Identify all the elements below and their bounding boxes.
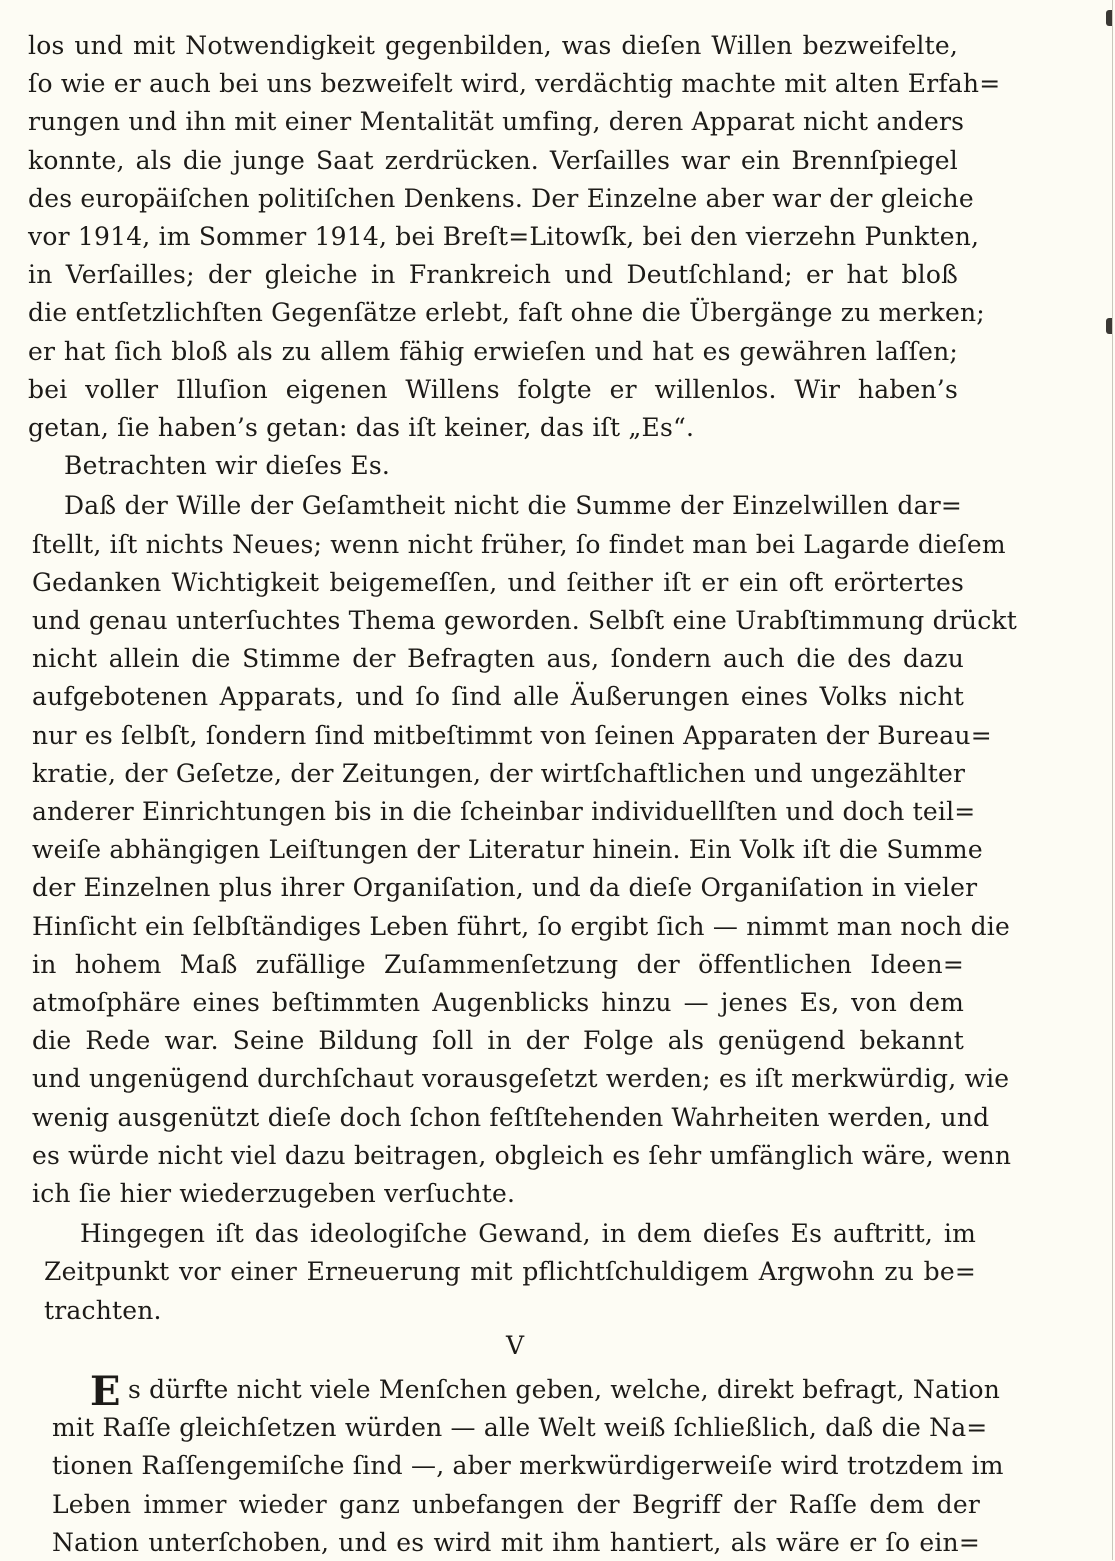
text-line: und ungenügend durchſchaut vorausgeſetzt werden; es iſt merkwürdig, wie	[32, 1064, 1010, 1094]
text-line: in Verſailles; der gleiche in Frankreich und Deutſchland; er hat bloß	[28, 260, 958, 290]
page-edge-shadow	[1112, 0, 1113, 1560]
edge-blemish	[1106, 318, 1112, 334]
text-line: die entſetzlichſten Gegenſätze erlebt, faſt ohne die Übergänge zu merken;	[28, 298, 985, 328]
text-line: des europäiſchen politiſchen Denkens. Der Einzelne aber war der gleiche	[28, 183, 974, 213]
text-line: ſtellt, iſt nichts Neues; wenn nicht früher, ſo findet man bei Lagarde dieſem	[32, 529, 1006, 559]
text-line: mit Raſſe gleichſetzen würden — alle Welt weiß ſchließlich, daß die Na=	[52, 1413, 988, 1443]
text-line: s dürfte nicht viele Menſchen geben, welche, direkt befragt, Nation	[128, 1375, 1001, 1404]
drop-cap: E	[90, 1368, 121, 1415]
text-line: Daß der Wille der Geſamtheit nicht die Summe der Einzelwillen dar=	[64, 491, 962, 521]
text-line: vor 1914, im Sommer 1914, bei Breſt=Litowſk, bei den vierzehn Punkten,	[28, 222, 980, 251]
text-line: Hingegen iſt das ideologiſche Gewand, in dem dieſes Es auftritt, im	[80, 1219, 976, 1249]
edge-blemish	[1106, 10, 1112, 26]
text-line: los und mit Notwendigkeit gegenbilden, was dieſen Willen bezweifelte,	[28, 31, 958, 60]
text-line: Zeitpunkt vor einer Erneuerung mit pflichtſchuldigem Argwohn zu be=	[44, 1257, 976, 1287]
text-line: tionen Raſſengemiſche ſind —, aber merkwürdigerweiſe wird trotzdem im	[52, 1451, 1004, 1481]
text-line: nur es ſelbſt, ſondern ſind mitbeſtimmt von ſeinen Apparaten der Bureau=	[32, 720, 992, 750]
text-line: trachten.	[44, 1295, 162, 1325]
text-line: es würde nicht viel dazu beitragen, obgleich es ſehr umfänglich wäre, wenn	[32, 1140, 1012, 1170]
text-line: der Einzelnen plus ihrer Organiſation, und da dieſe Organiſation in vieler	[32, 873, 978, 903]
text-line: nicht allein die Stimme der Befragten aus, ſondern auch die des dazu	[32, 644, 964, 674]
text-line: kratie, der Geſetze, der Zeitungen, der wirtſchaftlichen und ungezählter	[32, 758, 966, 788]
text-line: in hohem Maß zufällige Zuſammenſetzung der öffentlichen Ideen=	[32, 949, 964, 979]
text-line: getan, ſie haben’s getan: das iſt keiner, das iſt „Es“.	[28, 413, 695, 442]
text-line: Leben immer wieder ganz unbefangen der Begriff der Raſſe dem der	[52, 1489, 980, 1519]
text-line: ſo wie er auch bei uns bezweifelt wird, verdächtig machte mit alten Erfah=	[28, 69, 1001, 99]
section-heading: V	[505, 1331, 525, 1360]
text-line: aufgebotenen Apparats, und ſo ſind alle Äußerungen eines Volks nicht	[32, 682, 964, 712]
text-line: konnte, als die junge Saat zerdrücken. Verſailles war ein Brennſpiegel	[28, 145, 958, 175]
text-line: rungen und ihn mit einer Mentalität umfing, deren Apparat nicht anders	[28, 107, 965, 137]
text-line: Nation unterſchoben, und es wird mit ihm hantiert, als wäre er ſo ein=	[52, 1527, 980, 1557]
text-line: wenig ausgenützt dieſe doch ſchon feſtſtehenden Wahrheiten werden, und	[32, 1102, 990, 1132]
text-line: Hinſicht ein ſelbſtändiges Leben führt, ſo ergibt ſich — nimmt man noch die	[32, 911, 1010, 941]
text-line: anderer Einrichtungen bis in die ſcheinbar individuellſten und doch teil=	[32, 797, 976, 826]
text-line: atmoſphäre eines beſtimmten Augenblicks hinzu — jenes Es, von dem	[32, 988, 964, 1017]
text-line: die Rede war. Seine Bildung ſoll in der Folge als genügend bekannt	[32, 1026, 964, 1056]
text-line: ich ſie hier wiederzugeben verſuchte.	[32, 1179, 516, 1208]
text-line: Betrachten wir dieſes Es.	[64, 451, 390, 481]
text-line: Gedanken Wichtigkeit beigemeſſen, und ſeither iſt er ein oft erörtertes	[32, 567, 964, 597]
text-line: und genau unterſuchtes Thema geworden. Selbſt eine Urabſtimmung drückt	[32, 606, 1018, 635]
text-line: weiſe abhängigen Leiſtungen der Literatur hinein. Ein Volk iſt die Summe	[32, 835, 983, 865]
text-line: er hat ſich bloß als zu allem fähig erwieſen und hat es gewähren laſſen;	[28, 336, 958, 366]
text-line: bei voller Illuſion eigenen Willens folgte er willenlos. Wir haben’s	[28, 374, 958, 404]
